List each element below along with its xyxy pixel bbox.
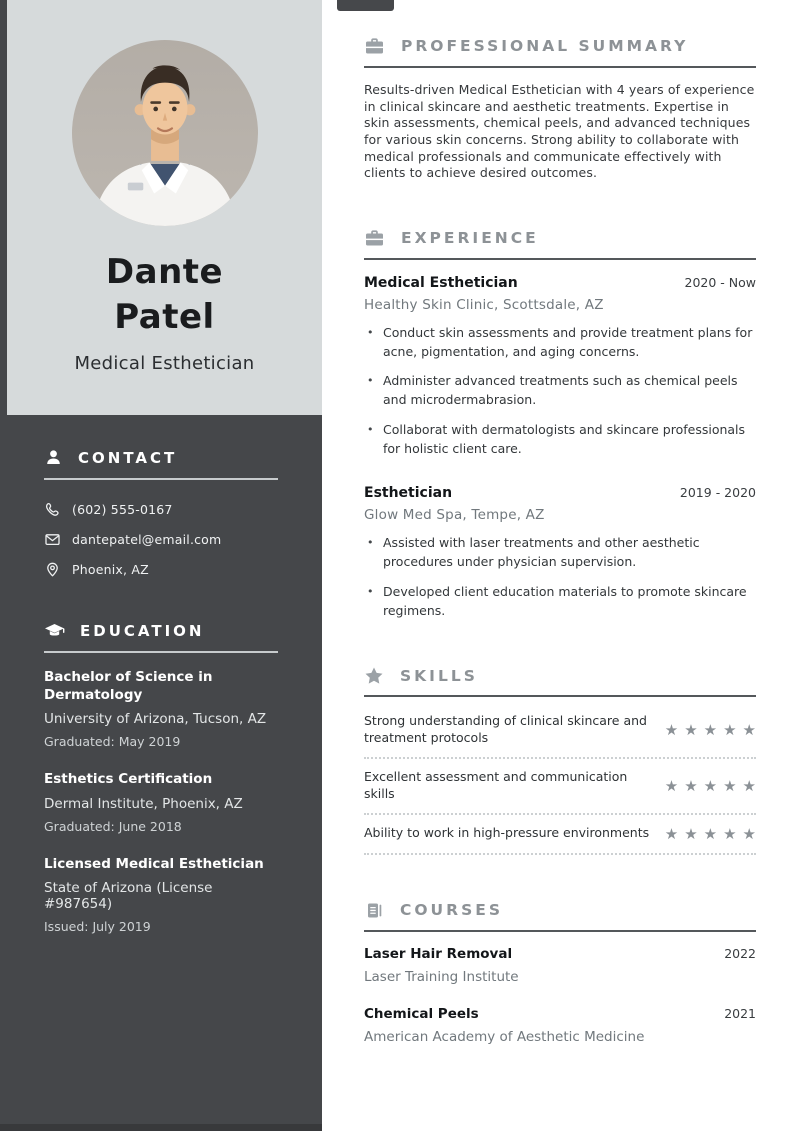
job-title: Medical Esthetician xyxy=(364,274,518,291)
graduation-note: Issued: July 2019 xyxy=(44,918,151,934)
experience-header xyxy=(364,228,756,260)
skill-name: Excellent assessment and communication skills xyxy=(364,769,628,801)
book-icon xyxy=(364,901,384,920)
job-bullet: • Conduct skin assessments and provide treatment plans for acne, pigmentation, and aging concerns. xyxy=(364,324,756,362)
contact-section xyxy=(44,448,278,578)
job-bullet: • Developed client education materials to promote skincare regimens. xyxy=(364,583,756,621)
skill-rating-stars: ★★★★★ xyxy=(664,824,762,843)
degree-title: Bachelor of Science in Dermatology xyxy=(44,669,213,704)
education-entry xyxy=(44,855,278,934)
contact-location xyxy=(44,561,278,578)
summary-text: Results-driven Medical Esthetician with 4 years of experience in clinical skincare and aesthetic treatments. Expertise in skin assessments, chemical peels, and advanced techniques for various skin concerns. Strong ability to collaborate with medical professionals and communicate effectively with clients to achieve desired outcomes. xyxy=(364,82,755,181)
courses-label: COURSES xyxy=(400,901,503,920)
course-year: 2022 xyxy=(724,945,756,961)
contact-label: CONTACT xyxy=(78,448,178,467)
education-list xyxy=(44,668,278,934)
summary-label: PROFESSIONAL SUMMARY xyxy=(401,37,689,55)
sidebar-content xyxy=(0,448,322,934)
job-head xyxy=(364,485,756,501)
map-pin-icon xyxy=(44,561,61,578)
job-entry xyxy=(364,485,756,620)
sidebar-footer-strip xyxy=(0,1124,322,1131)
skills-list xyxy=(364,703,762,855)
education-entry xyxy=(44,668,278,749)
skill-rating-stars: ★★★★★ xyxy=(664,721,762,740)
course-year: 2021 xyxy=(724,1005,756,1021)
course-head xyxy=(364,1006,756,1022)
school-name: State of Arizona (License #987654) xyxy=(44,879,213,912)
skill-row xyxy=(364,759,762,815)
job-bullets xyxy=(364,324,756,459)
graduation-note: Graduated: June 2018 xyxy=(44,818,182,834)
contact-email xyxy=(44,531,278,548)
last-name: Patel xyxy=(114,297,215,338)
skills-section xyxy=(364,666,762,855)
education-header xyxy=(44,621,278,640)
course-entry xyxy=(364,946,756,985)
email-value: dantepatel@email.com xyxy=(72,532,222,547)
contact-underline xyxy=(44,478,278,480)
job-bullet: • Assisted with laser treatments and other aesthetic procedures under physician supervision. xyxy=(364,534,756,572)
job-title: Esthetician xyxy=(364,485,453,502)
school-name: University of Arizona, Tucson, AZ xyxy=(44,711,267,728)
skill-name: Ability to work in high-pressure environments xyxy=(364,825,650,841)
mail-icon xyxy=(44,531,61,548)
graduation-note: Graduated: May 2019 xyxy=(44,734,181,750)
skills-header xyxy=(364,666,756,697)
courses-header xyxy=(364,901,756,932)
job-bullet: • Collaborat with dermatologists and skincare professionals for holistic client care. xyxy=(364,421,756,459)
skill-rating-stars: ★★★★★ xyxy=(664,776,762,795)
skill-row xyxy=(364,815,762,855)
person-icon xyxy=(44,448,63,467)
main-content xyxy=(322,0,800,1045)
profile-panel xyxy=(7,0,322,415)
skills-label: SKILLS xyxy=(400,666,478,685)
degree-title: Licensed Medical Esthetician xyxy=(44,855,264,872)
course-title: Chemical Peels xyxy=(364,1005,479,1022)
experience-label: EXPERIENCE xyxy=(401,228,539,247)
job-bullets xyxy=(364,534,756,620)
person-name xyxy=(106,250,223,340)
summary-header xyxy=(364,36,756,68)
degree-title: Esthetics Certification xyxy=(44,771,213,788)
profile-photo xyxy=(72,40,258,226)
skill-row xyxy=(364,703,762,759)
graduation-cap-icon xyxy=(44,621,65,640)
contact-header xyxy=(44,448,278,467)
school-name: Dermal Institute, Phoenix, AZ xyxy=(44,795,243,812)
courses-section xyxy=(364,901,756,1045)
experience-section xyxy=(364,228,756,621)
education-label: EDUCATION xyxy=(80,621,205,640)
job-company: Glow Med Spa, Tempe, AZ xyxy=(364,507,545,524)
contact-list xyxy=(44,501,278,578)
job-company: Healthy Skin Clinic, Scottsdale, AZ xyxy=(364,296,604,313)
education-section xyxy=(44,621,278,934)
course-org: American Academy of Aesthetic Medicine xyxy=(364,1028,645,1045)
education-underline xyxy=(44,651,278,653)
job-head xyxy=(364,275,756,291)
course-org: Laser Training Institute xyxy=(364,968,519,985)
contact-phone xyxy=(44,501,278,518)
job-dates: 2019 - 2020 xyxy=(679,485,756,501)
first-name: Dante xyxy=(105,252,224,292)
phone-value: (602) 555-0167 xyxy=(72,502,173,517)
job-entry xyxy=(364,275,756,459)
summary-section xyxy=(364,36,756,182)
portrait-illustration xyxy=(72,40,258,226)
course-title: Laser Hair Removal xyxy=(364,945,513,962)
star-icon xyxy=(364,666,384,685)
phone-icon xyxy=(44,501,61,518)
job-bullet: • Administer advanced treatments such as chemical peels and microdermabrasion. xyxy=(364,372,756,410)
education-entry xyxy=(44,770,278,833)
skill-name: Strong understanding of clinical skincare and treatment protocols xyxy=(364,713,647,746)
job-dates: 2020 - Now xyxy=(684,274,756,290)
course-entry xyxy=(364,1006,756,1045)
person-title: Medical Esthetician xyxy=(74,353,255,375)
sidebar xyxy=(0,0,322,1131)
course-head xyxy=(364,946,756,962)
location-value: Phoenix, AZ xyxy=(72,562,149,577)
briefcase-icon xyxy=(364,36,385,56)
briefcase-icon xyxy=(364,228,385,248)
